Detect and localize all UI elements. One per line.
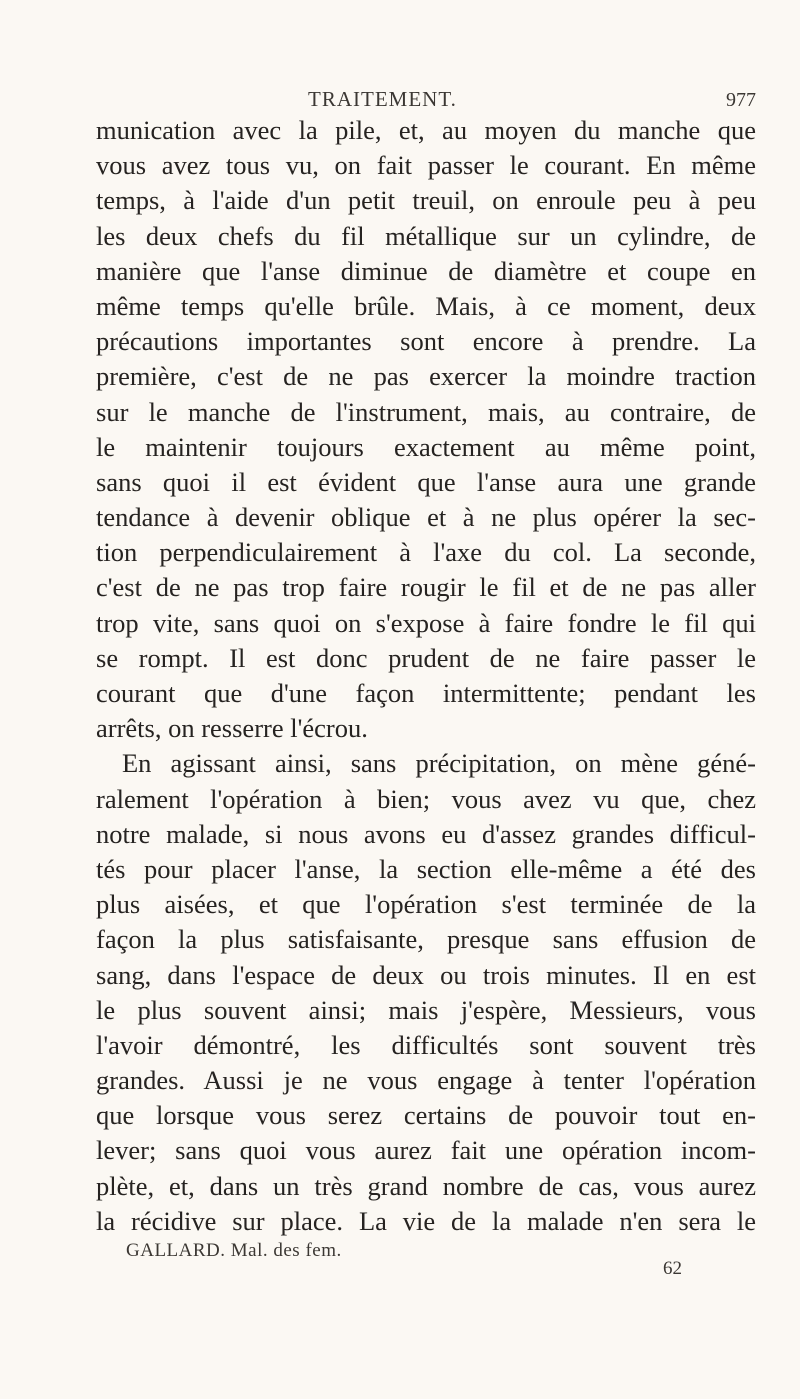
text-line: En agissant ainsi, sans précipitation, on mène géné- — [122, 748, 756, 779]
text-line: tés pour placer l'anse, la section elle-même a été des — [96, 853, 756, 884]
text-line: trop vite, sans quoi on s'expose à faire fondre le fil qui — [96, 607, 756, 638]
text-line: le maintenir toujours exactement au même point, — [96, 431, 756, 462]
text-line: tion perpendiculairement à l'axe du col. La seconde, — [96, 537, 756, 568]
running-head — [0, 87, 800, 113]
text-line: grandes. Aussi je ne vous engage à tenter l'opération — [96, 1065, 756, 1096]
text-line: munication avec la pile, et, au moyen du manche que — [96, 115, 756, 145]
text-line: plète, et, dans un très grand nombre de cas, vous aurez — [96, 1170, 756, 1201]
text-line: façon la plus satisfaisante, presque sans effusion de — [96, 924, 756, 955]
running-title: TRAITEMENT. — [308, 87, 457, 111]
page-number: 977 — [726, 89, 756, 111]
text-line: tendance à devenir oblique et à ne plus opérer la sec- — [96, 502, 756, 533]
text-line: les deux chefs du fil métallique sur un cylindre, de — [96, 220, 756, 251]
sheet-number: 62 — [663, 1258, 682, 1279]
text-line: première, c'est de ne pas exercer la moindre traction — [96, 361, 756, 392]
text-line: se rompt. Il est donc prudent de ne faire passer le — [96, 642, 756, 673]
text-line: c'est de ne pas trop faire rougir le fil et de ne pas aller — [96, 572, 756, 603]
text-line: sang, dans l'espace de deux ou trois minutes. Il en est — [96, 959, 756, 990]
text-line: manière que l'anse diminue de diamètre et coupe en — [96, 255, 756, 286]
text-line: que lorsque vous serez certains de pouvoir tout en- — [96, 1100, 756, 1131]
text-line: vous avez tous vu, on fait passer le courant. En même — [96, 150, 756, 181]
text-line: l'avoir démontré, les difficultés sont souvent très — [96, 1029, 756, 1060]
text-line: même temps qu'elle brûle. Mais, à ce moment, deux — [96, 290, 756, 321]
paragraph — [96, 113, 756, 746]
body-text — [96, 113, 756, 1239]
printer-signature: GALLARD. Mal. des fem. — [126, 1240, 342, 1261]
text-line: sans quoi il est évident que l'anse aura une grande — [96, 466, 756, 497]
text-line: sur le manche de l'instrument, mais, au contraire, de — [96, 396, 756, 427]
text-line: temps, à l'aide d'un petit treuil, on enroule peu à peu — [96, 185, 756, 216]
text-line: précautions importantes sont encore à prendre. La — [96, 326, 756, 357]
text-line: lever; sans quoi vous aurez fait une opération incom- — [96, 1135, 756, 1166]
page-footer — [0, 1240, 800, 1300]
text-line: ralement l'opération à bien; vous avez vu que, chez — [96, 783, 756, 814]
paragraph — [96, 746, 756, 1239]
text-line: plus aisées, et que l'opération s'est terminée de la — [96, 889, 756, 920]
text-line: arrêts, on resserre l'écrou. — [96, 713, 368, 744]
text-line: le plus souvent ainsi; mais j'espère, Messieurs, vous — [96, 994, 756, 1025]
text-line: notre malade, si nous avons eu d'assez grandes difficul- — [96, 818, 756, 849]
text-line: la récidive sur place. La vie de la malade n'en sera le — [96, 1205, 756, 1236]
text-line: courant que d'une façon intermittente; pendant les — [96, 678, 756, 708]
